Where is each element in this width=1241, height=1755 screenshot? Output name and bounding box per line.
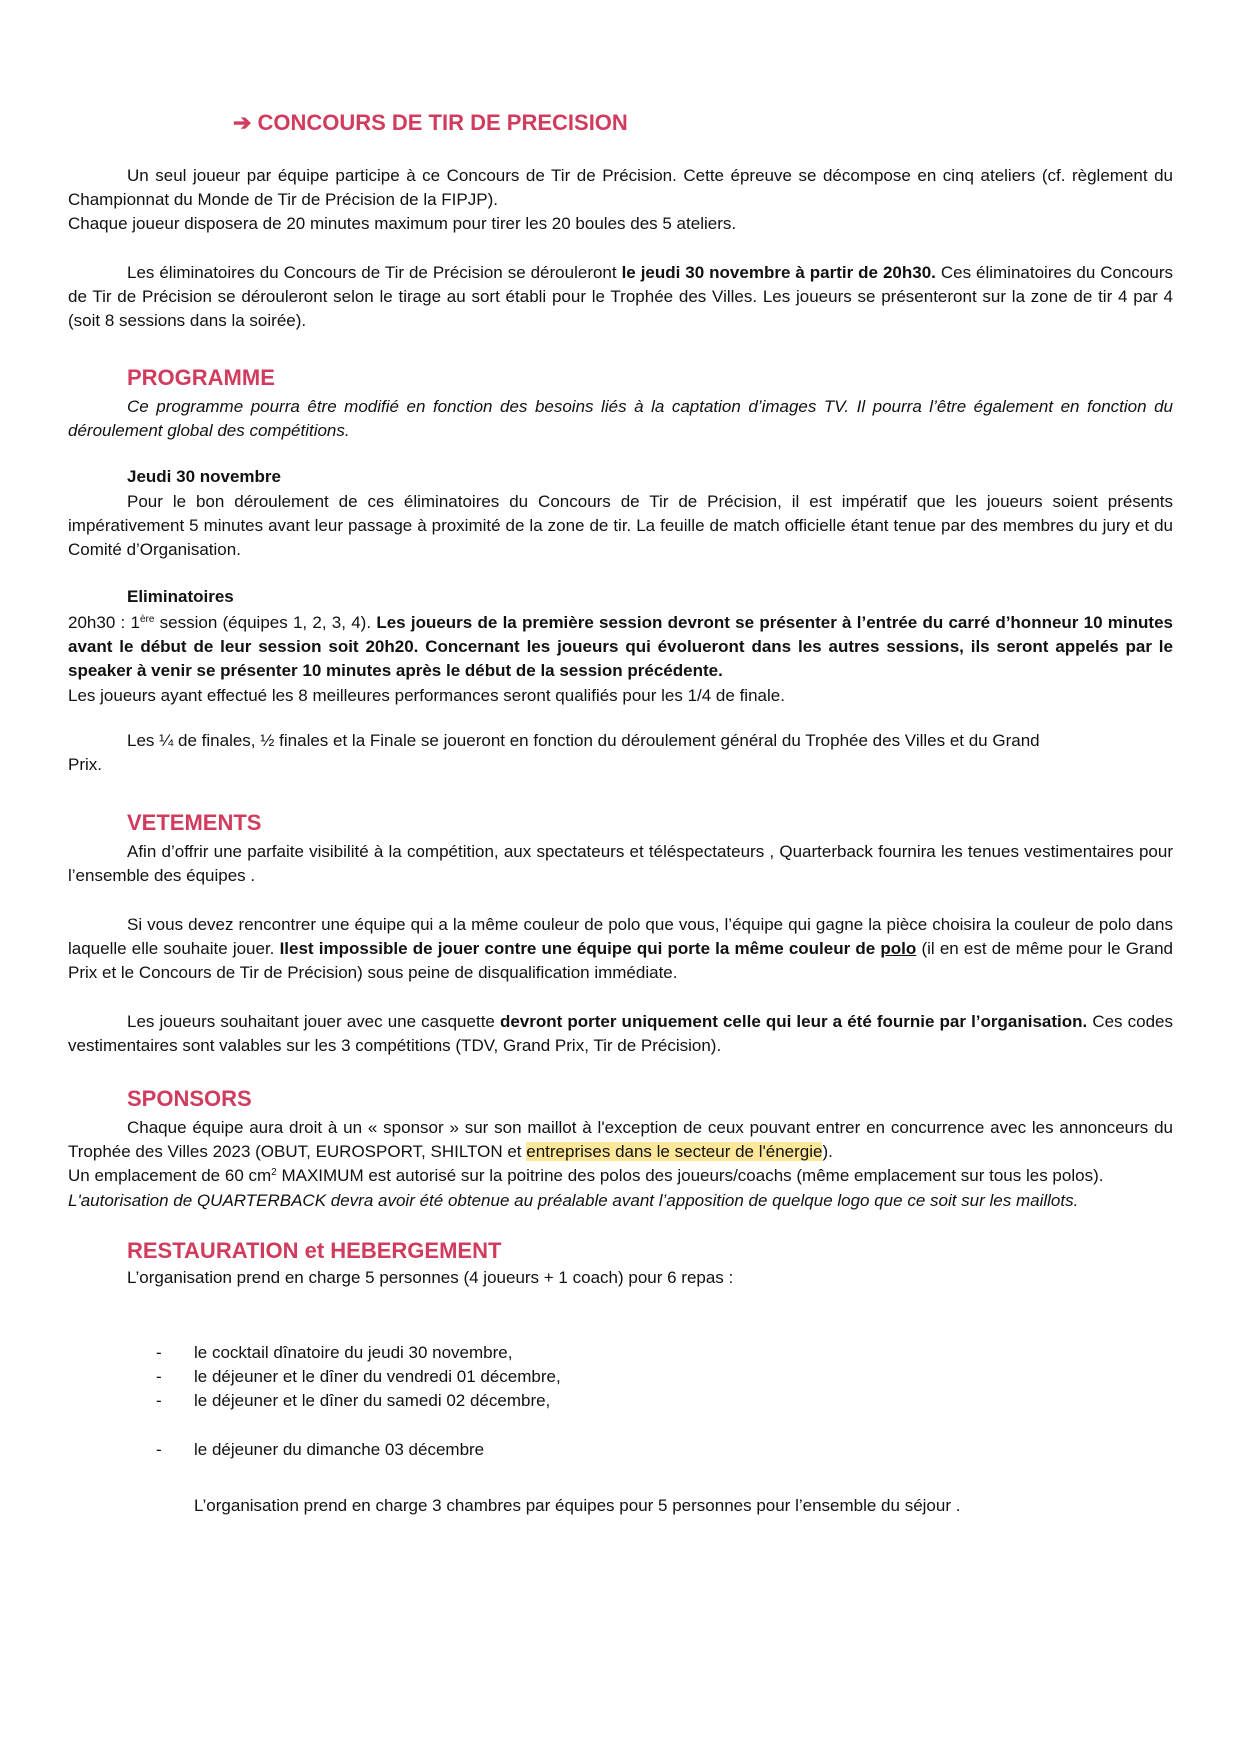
vetements-paragraph-3 (68, 1010, 1173, 1058)
programme-day-paragraph (68, 490, 1173, 563)
vetements-p3-text-a: Les joueurs souhaitant jouer avec une casquette (127, 1012, 500, 1031)
elim-superscript: ère (139, 614, 155, 625)
programme-note (68, 395, 1173, 443)
sponsors-superscript: 2 (271, 1167, 277, 1179)
finals-line-2: Prix. (68, 755, 102, 774)
list-item-text: le déjeuner et le dîner du samedi 02 décembre, (194, 1391, 551, 1411)
vetements-paragraph-1 (68, 840, 1173, 888)
heading-programme: PROGRAMME (127, 365, 275, 390)
page-title-text: CONCOURS DE TIR DE PRECISION (257, 110, 628, 135)
restauration-intro: L’organisation prend en charge 5 personnes (4 joueurs + 1 coach) pour 6 repas : (127, 1268, 734, 1287)
list-item (150, 1341, 561, 1365)
intro-paragraph-2: Chaque joueur disposera de 20 minutes maximum pour tirer les 20 boules des 5 ateliers. (68, 214, 737, 234)
programme-day-label: Jeudi 30 novembre (127, 467, 282, 486)
elim-text-b: session (équipes 1, 2, 3, 4). (154, 613, 377, 632)
intro-p3-text-c: Ces éliminatoires du Concours de Tir de Précision se dérouleront selon le tirage au sort établi pour le Trophée des Villes. Les joueurs se présenteront sur la zone de tir 4 par 4 (soit 8 sessions dans la soirée). (68, 263, 1174, 331)
list-item-text: le déjeuner et le dîner du vendredi 01 décembre, (194, 1367, 561, 1387)
vetements-p1-text: Afin d’offrir une parfaite visibilité à la compétition, aux spectateurs et téléspectateurs , Quarterback fournira les tenues vestimentaires pour l’ensemble des équipes . (68, 842, 1173, 886)
vetements-p2-polo: polo (880, 939, 917, 959)
vetements-p3-text-c: Ces codes vestimentaires sont valables sur les 3 compétitions (TDV, Grand Prix, Tir de Précision). (68, 1012, 1173, 1056)
intro-paragraph-1: Un seul joueur par équipe participe à ce Concours de Tir de Précision. Cette épreuve se décompose en cinq ateliers (cf. règlement du Championnat du Monde de Tir de Précision de la FIPJP). (68, 166, 1173, 210)
vetements-p3-bold: devront porter uniquement celle qui leur a été fournie par l’organisation. (499, 1012, 1088, 1031)
sponsors-p2-text-b: MAXIMUM est autorisé sur la poitrine des polos des joueurs/coachs (même emplacement sur tous les polos). (276, 1166, 1104, 1186)
eliminatoires-paragraph (68, 611, 1173, 708)
dash-bullet: - (156, 1343, 162, 1362)
list-item-text: le cocktail dînatoire du jeudi 30 novembre, (194, 1343, 513, 1362)
vetements-p2-bold: Ilest impossible de jouer contre une équipe qui porte la même couleur de (279, 939, 881, 959)
sponsors-p3-text: L'autorisation de QUARTERBACK devra avoir été obtenue au préalable avant l’apposition de quelque logo que ce soit sur les maillots. (68, 1190, 1079, 1210)
vetements-p2-text-a: Si vous devez rencontrer une équipe qui a la même couleur de polo que vous, l’équipe qui gagne la pièce choisira la couleur de polo dans laquelle elle souhaite jouer. (68, 915, 1173, 959)
programme-note-text: Ce programme pourra être modifié en fonction des besoins liés à la captation d’images TV. Il pourra l’être également en fonction du déroulement global des compétitions. (68, 397, 1173, 441)
intro-p3-text-a: Les éliminatoires du Concours de Tir de Précision se dérouleront (127, 263, 622, 282)
dash-bullet: - (156, 1439, 162, 1459)
eliminatoires-label: Eliminatoires (127, 587, 234, 606)
sponsors-block (68, 1116, 1173, 1213)
list-item (150, 1365, 561, 1389)
arrow-right-icon: ➔ (233, 110, 252, 135)
heading-vetements: VETEMENTS (127, 810, 262, 835)
sponsors-p2-text-a: Un emplacement de 60 cm (68, 1166, 272, 1186)
programme-day-text: Pour le bon déroulement de ces éliminatoires du Concours de Tir de Précision, il est impératif que les joueurs soient présents impérativement 5 minutes avant leur passage à proximité de la zone de tir. La feuille de match officielle étant tenue par des membres du jury et du Comité d’Organisation. (68, 492, 1173, 560)
list-item (150, 1438, 561, 1462)
restauration-outro: L’organisation prend en charge 3 chambres par équipes pour 5 personnes pour l’ensemble du séjour . (194, 1496, 961, 1515)
page-title (233, 110, 628, 136)
sponsors-highlight: entreprises dans le secteur de l'énergie (526, 1142, 823, 1162)
list-item-text: le déjeuner du dimanche 03 décembre (194, 1439, 485, 1459)
intro-block (68, 164, 1173, 237)
heading-sponsors: SPONSORS (127, 1086, 252, 1111)
vetements-p2-text-c: (il en est de même pour le Grand Prix et le Concours de Tir de Précision) sous peine de disqualification immédiate. (68, 939, 1174, 983)
list-item (150, 1389, 561, 1413)
elim-bold-text: Les joueurs de la première session devront se présenter à l’entrée du carré d’honneur 10 minutes avant le début de leur session soit 20h20. Concernant les joueurs qui évolueront dans les autres sessions, ils seront appelés par le speaker à venir se présenter 10 minutes après le début de la session précédente. (68, 613, 1173, 681)
meals-list (150, 1341, 561, 1462)
dash-bullet: - (156, 1367, 162, 1387)
sponsors-p1-text-c: ). (822, 1142, 833, 1162)
sponsors-p1-text-a: Chaque équipe aura droit à un « sponsor » sur son maillot à l'exception de ceux pouvant entrer en concurrence avec les annonceurs du Trophée des Villes 2023 (OBUT, EUROSPORT, SHILTON et (68, 1118, 1173, 1162)
finals-line-1: Les ¼ de finales, ½ finales et la Finale se joueront en fonction du déroulement général du Trophée des Villes et du Grand (127, 731, 1040, 750)
elim-text-c: Les joueurs ayant effectué les 8 meilleures performances seront qualifiés pour les 1/4 de finale. (68, 685, 785, 705)
dash-bullet: - (156, 1391, 162, 1411)
elim-text-a: 20h30 : 1 (68, 613, 140, 632)
intro-paragraph-3 (68, 261, 1173, 334)
intro-p3-bold: le jeudi 30 novembre à partir de 20h30. (621, 263, 936, 282)
vetements-paragraph-2 (68, 913, 1173, 986)
heading-restauration: RESTAURATION et HEBERGEMENT (127, 1238, 502, 1263)
